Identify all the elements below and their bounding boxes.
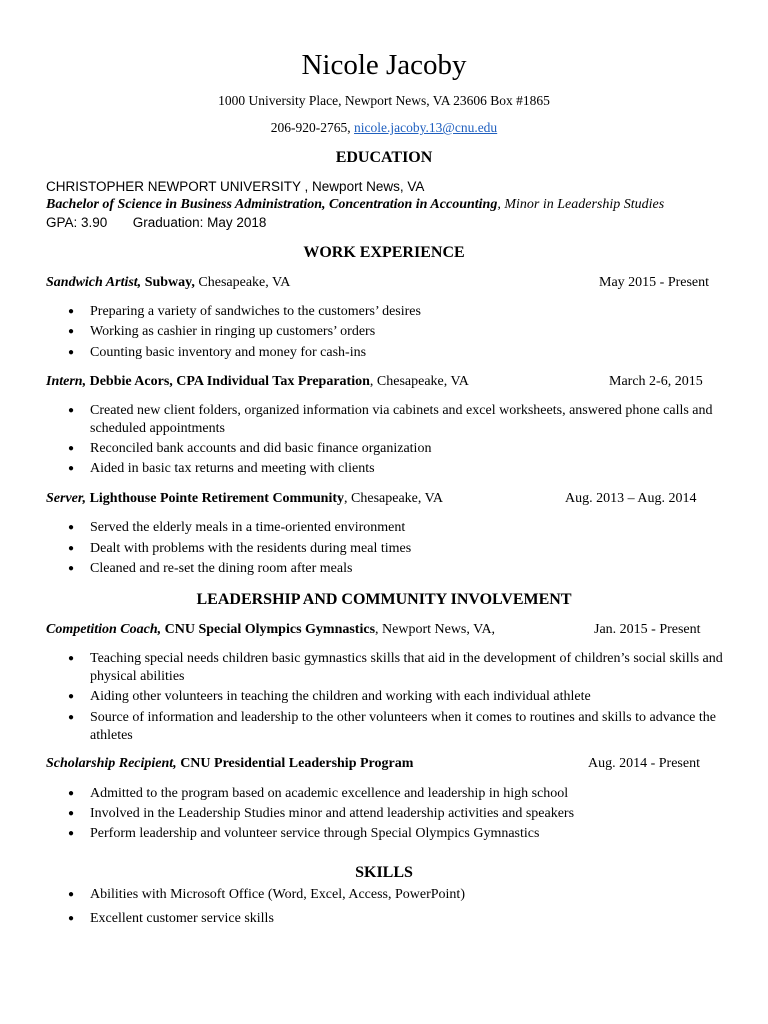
job-bullet: Working as cashier in ringing up customers’ orders: [90, 324, 376, 339]
work-heading: WORK EXPERIENCE: [303, 244, 465, 261]
job-bullet: Aided in basic tax returns and meeting with clients: [90, 461, 375, 476]
job-header: [46, 373, 469, 391]
job-bullet: Reconciled bank accounts and did basic finance organization: [90, 441, 432, 456]
role-bullet: Teaching special needs children basic gymnastics skills that aid in the development of children’s social skills and physical abilities: [90, 651, 723, 684]
job-title: Intern,: [46, 374, 87, 389]
degree-line: [46, 196, 664, 214]
school-location: , Newport News, VA: [300, 179, 425, 194]
role-title: Scholarship Recipient,: [46, 756, 177, 771]
bullet-icon: ●: [68, 522, 75, 533]
bullet-icon: ●: [68, 443, 75, 454]
bullet-icon: ●: [68, 326, 75, 337]
job-org: Debbie Acors, CPA Individual Tax Preparation: [89, 374, 370, 389]
job-header: [46, 274, 290, 292]
role-header: [46, 755, 413, 773]
job-location: , Chesapeake, VA: [344, 491, 444, 506]
job-dates: Aug. 2013 – Aug. 2014: [565, 491, 697, 506]
role-dates: Aug. 2014 - Present: [588, 756, 700, 771]
role-org: CNU Presidential Leadership Program: [180, 756, 414, 771]
bullet-icon: ●: [68, 913, 75, 924]
job-location: Chesapeake, VA: [194, 275, 291, 290]
role-bullet: Involved in the Leadership Studies minor and attend leadership activities and speakers: [90, 806, 575, 821]
job-org: Subway,: [144, 275, 195, 290]
skill-item: Abilities with Microsoft Office (Word, Excel, Access, PowerPoint): [90, 887, 465, 902]
bullet-icon: ●: [68, 405, 75, 416]
bullet-icon: ●: [68, 563, 75, 574]
job-header: [46, 490, 443, 508]
job-dates: May 2015 - Present: [599, 275, 710, 290]
graduation: Graduation: May 2018: [132, 215, 267, 230]
job-bullet: Counting basic inventory and money for cash-ins: [90, 345, 367, 360]
job-location: , Chesapeake, VA: [369, 374, 469, 389]
bullet-icon: ●: [68, 828, 75, 839]
role-org: CNU Special Olympics Gymnastics: [164, 622, 376, 637]
job-bullet: Preparing a variety of sandwiches to the customers’ desires: [90, 304, 421, 319]
education-heading: EDUCATION: [335, 149, 433, 166]
address-line: 1000 University Place, Newport News, VA 23606 Box #1865: [218, 93, 550, 108]
job-bullet: Dealt with problems with the residents during meal times: [90, 541, 412, 556]
role-location: , Newport News, VA,: [375, 622, 496, 637]
bullet-icon: ●: [68, 788, 75, 799]
gpa: GPA: 3.90: [46, 215, 108, 230]
job-title: Sandwich Artist,: [46, 275, 142, 290]
job-dates: March 2-6, 2015: [609, 374, 703, 389]
leadership-heading: LEADERSHIP AND COMMUNITY INVOLVEMENT: [196, 591, 572, 608]
bullet-icon: ●: [68, 653, 75, 664]
skill-item: Excellent customer service skills: [90, 911, 274, 926]
role-bullet: Admitted to the program based on academic excellence and leadership in high school: [90, 786, 569, 801]
bullet-icon: ●: [68, 543, 75, 554]
bullet-icon: ●: [68, 306, 75, 317]
school-line: [46, 178, 424, 197]
bullet-icon: ●: [68, 347, 75, 358]
bullet-icon: ●: [68, 463, 75, 474]
job-org: Lighthouse Pointe Retirement Community: [89, 491, 345, 506]
resume-name: Nicole Jacoby: [301, 49, 467, 81]
bullet-icon: ●: [68, 889, 75, 900]
bullet-icon: ●: [68, 808, 75, 819]
bullet-icon: ●: [68, 691, 75, 702]
job-bullet: Served the elderly meals in a time-oriented environment: [90, 520, 406, 535]
role-bullet: Perform leadership and volunteer service through Special Olympics Gymnastics: [90, 826, 540, 841]
contact-line: [0, 120, 768, 136]
job-title: Server,: [46, 491, 87, 506]
role-title: Competition Coach,: [46, 622, 162, 637]
email-link[interactable]: nicole.jacoby.13@cnu.edu: [354, 120, 498, 135]
skills-heading: SKILLS: [355, 864, 413, 881]
role-bullet: Source of information and leadership to the other volunteers when it comes to routines and skills to advance the athletes: [90, 710, 716, 743]
gpa-line: [46, 214, 266, 233]
role-dates: Jan. 2015 - Present: [594, 622, 701, 637]
job-bullet: Created new client folders, organized information via cabinets and excel worksheets, answered phone calls and scheduled appointments: [90, 403, 713, 436]
role-bullet: Aiding other volunteers in teaching the children and working with each individual athlete: [90, 689, 591, 704]
minor: , Minor in Leadership Studies: [497, 197, 665, 212]
school-name: CHRISTOPHER NEWPORT UNIVERSITY: [46, 179, 301, 194]
job-bullet: Cleaned and re-set the dining room after meals: [90, 561, 353, 576]
degree: Bachelor of Science in Business Administration, Concentration in Accounting: [46, 197, 498, 212]
role-header: [46, 621, 495, 639]
bullet-icon: ●: [68, 712, 75, 723]
phone-number: 206-920-2765,: [270, 120, 351, 135]
